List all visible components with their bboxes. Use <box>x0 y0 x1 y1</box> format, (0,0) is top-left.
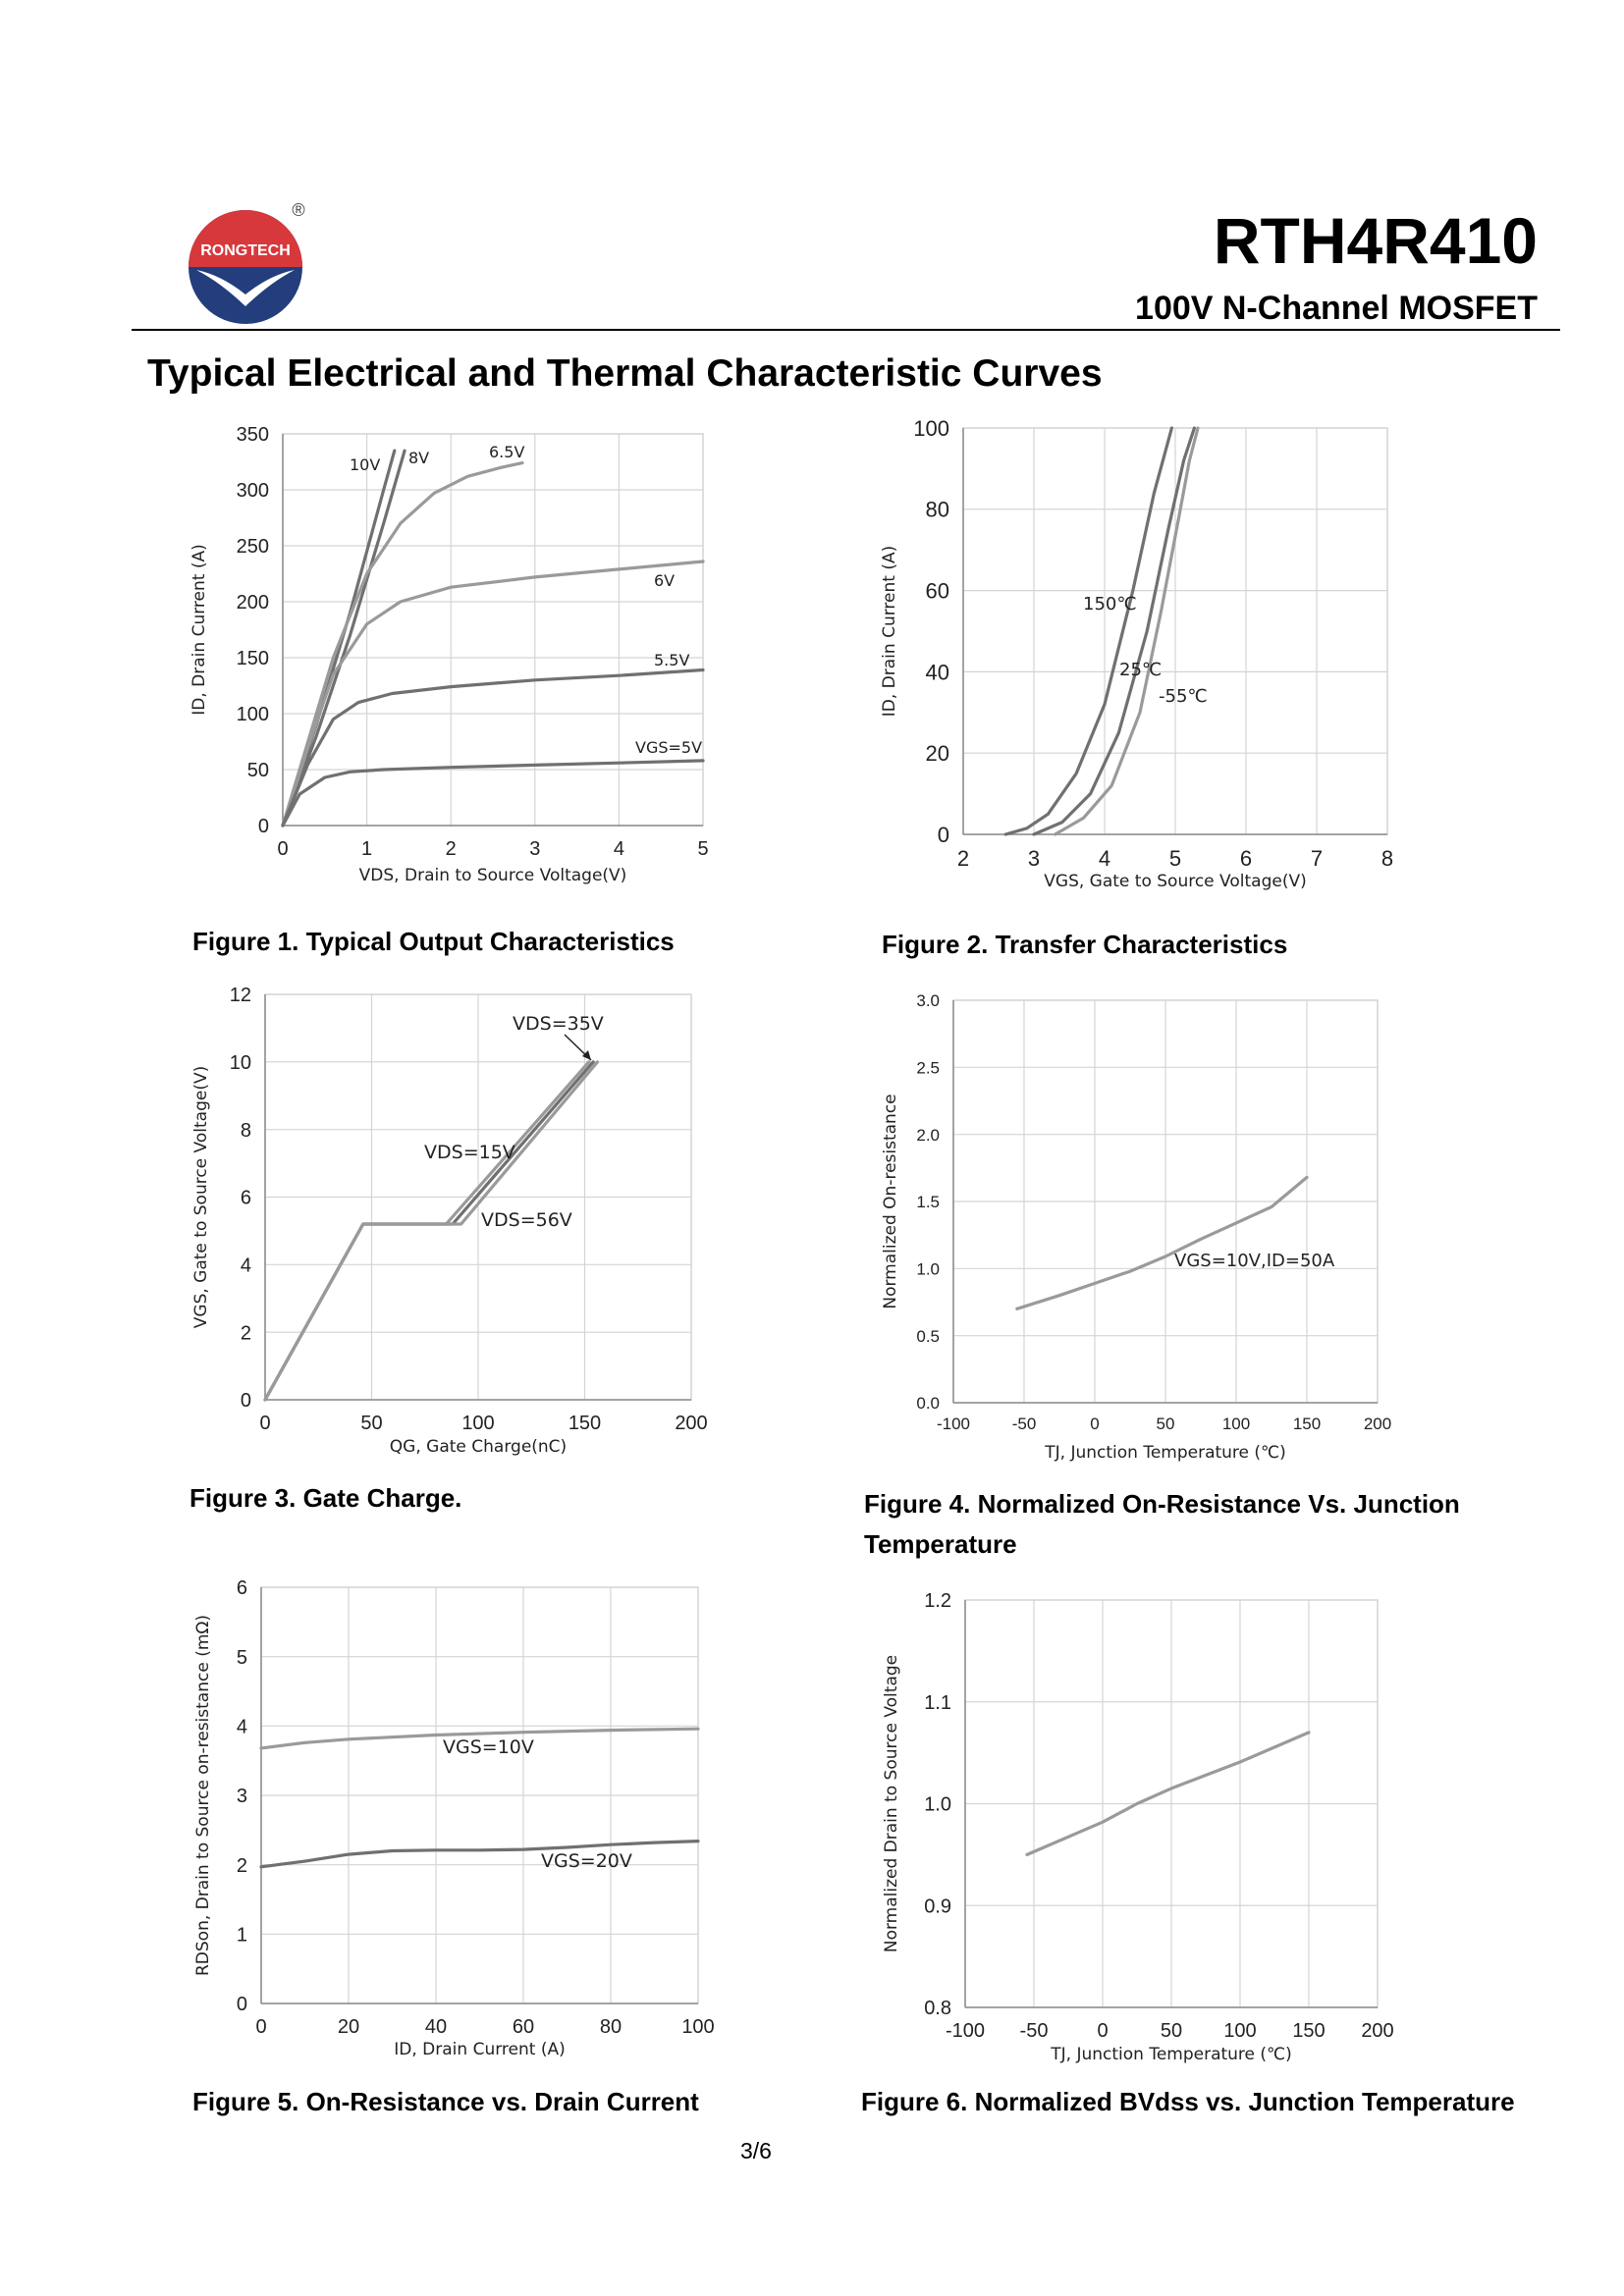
x-tick-label: 0 <box>1097 2020 1109 2042</box>
x-tick-label: 1 <box>361 838 373 860</box>
x-tick-label: 2 <box>445 838 457 860</box>
x-tick-label: 100 <box>461 1413 495 1434</box>
x-tick-label: 6 <box>1239 846 1253 871</box>
series-label: 150℃ <box>1083 594 1137 614</box>
y-tick-label: 0.5 <box>916 1326 940 1346</box>
y-tick-label: 350 <box>236 424 269 447</box>
x-axis-title: VDS, Drain to Source Voltage(V) <box>358 866 627 885</box>
y-tick-label: 150 <box>236 648 269 670</box>
y-tick-label: 1.5 <box>916 1193 940 1212</box>
figure-6-chart <box>869 1575 1419 2071</box>
figure-2-caption: Figure 2. Transfer Characteristics <box>882 930 1288 959</box>
x-tick-label: 50 <box>1160 2020 1183 2042</box>
figure-4-caption-line2: Temperature <box>864 1529 1017 1559</box>
y-tick-label: 6 <box>236 1577 247 1600</box>
figure-1-caption: Figure 1. Typical Output Characteristics <box>192 927 675 956</box>
series-label: VGS=10V,ID=50A <box>1174 1251 1335 1271</box>
y-tick-label: 20 <box>925 741 949 767</box>
figure-4-chart <box>869 982 1419 1472</box>
series-label: 10V <box>350 455 381 474</box>
x-tick-label: 150 <box>1292 1415 1322 1433</box>
x-tick-label: 80 <box>599 2016 623 2038</box>
x-tick-label: 2 <box>956 846 970 871</box>
x-tick-label: 50 <box>1156 1415 1175 1433</box>
x-tick-label: 4 <box>1098 846 1111 871</box>
annotation-arrow-head <box>582 1050 591 1060</box>
part-number: RTH4R410 <box>1213 204 1538 277</box>
figure-3-caption: Figure 3. Gate Charge. <box>189 1483 462 1513</box>
x-axis-title: TJ, Junction Temperature (℃) <box>1045 1443 1286 1463</box>
y-tick-label: 3.0 <box>916 991 940 1011</box>
x-axis-title: QG, Gate Charge(nC) <box>389 1437 568 1457</box>
y-tick-label: 1.0 <box>916 1259 940 1279</box>
figure-3-chart <box>182 972 731 1472</box>
series-line <box>1017 1177 1307 1308</box>
y-tick-label: 4 <box>240 1255 251 1277</box>
series-label: VGS=10V <box>443 1736 534 1758</box>
y-axis-title: Normalized On-resistance <box>881 1094 900 1309</box>
x-tick-label: -100 <box>936 1415 971 1433</box>
y-axis-title: Normalized Drain to Source Voltage <box>882 1654 901 1953</box>
y-tick-label: 1 <box>236 1924 247 1947</box>
y-tick-label: 2 <box>236 1854 247 1877</box>
page-title: Typical Electrical and Thermal Characteristic Curves <box>147 352 1103 395</box>
y-tick-label: 4 <box>236 1716 247 1738</box>
y-tick-label: 0 <box>257 816 269 838</box>
rongtech-logo <box>187 196 314 334</box>
y-tick-label: 10 <box>229 1052 251 1075</box>
series-label: VGS=20V <box>541 1850 632 1872</box>
y-tick-label: 80 <box>925 497 949 522</box>
y-tick-label: 1.2 <box>924 1590 951 1613</box>
y-tick-label: 40 <box>925 660 949 685</box>
series-label: VDS=35V <box>513 1013 604 1035</box>
figure-6-caption: Figure 6. Normalized BVdss vs. Junction Temperature <box>861 2087 1515 2116</box>
series-label: VDS=15V <box>424 1142 515 1163</box>
y-axis-title: VGS, Gate to Source Voltage(V) <box>191 1065 211 1329</box>
x-tick-label: 100 <box>681 2016 715 2038</box>
y-tick-label: 100 <box>236 704 269 726</box>
y-tick-label: 250 <box>236 536 269 559</box>
x-tick-label: 0 <box>277 838 289 860</box>
x-tick-label: 0 <box>255 2016 267 2038</box>
x-tick-label: 200 <box>675 1413 708 1434</box>
logo-brand-text: RONGTECH <box>200 242 291 259</box>
x-tick-label: 100 <box>1221 1415 1251 1433</box>
y-axis-title: ID, Drain Current (A) <box>189 544 209 716</box>
x-tick-label: 20 <box>337 2016 360 2038</box>
x-tick-label: 100 <box>1223 2020 1257 2042</box>
y-tick-label: 2.0 <box>916 1125 940 1145</box>
series-line <box>1027 1733 1309 1855</box>
x-tick-label: 8 <box>1380 846 1394 871</box>
y-tick-label: 50 <box>246 760 269 782</box>
x-tick-label: 40 <box>424 2016 448 2038</box>
y-axis-title: ID, Drain Current (A) <box>880 545 899 718</box>
y-tick-label: 1.0 <box>924 1793 951 1816</box>
x-axis-title: TJ, Junction Temperature (℃) <box>1051 2045 1292 2064</box>
series-line <box>283 561 703 826</box>
x-axis-title: ID, Drain Current (A) <box>394 2040 566 2059</box>
y-tick-label: 0 <box>236 1994 247 2016</box>
x-tick-label: 60 <box>512 2016 535 2038</box>
registered-mark: ® <box>292 200 305 220</box>
y-tick-label: 100 <box>913 415 949 441</box>
series-line <box>1034 428 1194 834</box>
figure-1-chart <box>182 412 731 893</box>
y-tick-label: 300 <box>236 480 269 503</box>
x-tick-label: 3 <box>1027 846 1041 871</box>
x-tick-label: 4 <box>613 838 624 860</box>
series-line <box>261 1842 698 1867</box>
y-tick-label: 60 <box>925 578 949 604</box>
x-tick-label: 50 <box>360 1413 383 1434</box>
x-tick-label: -100 <box>945 2020 986 2042</box>
x-tick-label: 200 <box>1363 1415 1392 1433</box>
y-tick-label: 6 <box>240 1187 251 1209</box>
x-tick-label: 200 <box>1361 2020 1394 2042</box>
y-tick-label: 5 <box>236 1646 247 1669</box>
x-tick-label: 150 <box>568 1413 602 1434</box>
y-tick-label: 8 <box>240 1119 251 1142</box>
x-tick-label: 7 <box>1310 846 1324 871</box>
y-tick-label: 0 <box>937 822 949 847</box>
page-number: 3/6 <box>740 2138 772 2163</box>
y-tick-label: 200 <box>236 592 269 614</box>
x-tick-label: 150 <box>1292 2020 1326 2042</box>
series-label: -55℃ <box>1159 686 1208 707</box>
figure-5-chart <box>182 1566 731 2071</box>
series-label: 8V <box>408 449 430 467</box>
y-tick-label: 0.0 <box>916 1394 940 1414</box>
x-tick-label: 0 <box>259 1413 271 1434</box>
y-tick-label: 0.9 <box>924 1896 951 1918</box>
y-tick-label: 3 <box>236 1786 247 1808</box>
y-tick-label: 2 <box>240 1322 251 1345</box>
x-axis-title: VGS, Gate to Source Voltage(V) <box>1044 872 1307 891</box>
x-tick-label: -50 <box>1019 2020 1049 2042</box>
series-label: 5.5V <box>654 651 690 669</box>
y-tick-label: 0 <box>240 1390 251 1413</box>
x-tick-label: -50 <box>1011 1415 1037 1433</box>
series-label: 6V <box>654 571 676 590</box>
y-tick-label: 0.8 <box>924 1998 951 2020</box>
series-label: VGS=5V <box>635 738 703 757</box>
x-tick-label: 3 <box>529 838 541 860</box>
y-tick-label: 12 <box>229 985 251 1007</box>
y-tick-label: 2.5 <box>916 1058 940 1078</box>
y-tick-label: 1.1 <box>924 1691 951 1714</box>
figure-4-caption-line1: Figure 4. Normalized On-Resistance Vs. Junction <box>864 1489 1460 1519</box>
x-tick-label: 0 <box>1090 1415 1100 1433</box>
series-line <box>283 761 703 826</box>
header-divider <box>132 329 1560 331</box>
y-axis-title: RDSon, Drain to Source on-resistance (mΩ) <box>193 1614 213 1977</box>
series-label: 25℃ <box>1119 660 1163 680</box>
x-tick-label: 5 <box>1168 846 1182 871</box>
series-line <box>283 463 522 826</box>
figure-5-caption: Figure 5. On-Resistance vs. Drain Current <box>192 2087 699 2116</box>
device-subtitle: 100V N-Channel MOSFET <box>1135 290 1538 327</box>
figure-2-chart <box>869 412 1419 893</box>
x-tick-label: 5 <box>697 838 709 860</box>
series-label: 6.5V <box>489 443 525 461</box>
series-label: VDS=56V <box>481 1209 572 1231</box>
